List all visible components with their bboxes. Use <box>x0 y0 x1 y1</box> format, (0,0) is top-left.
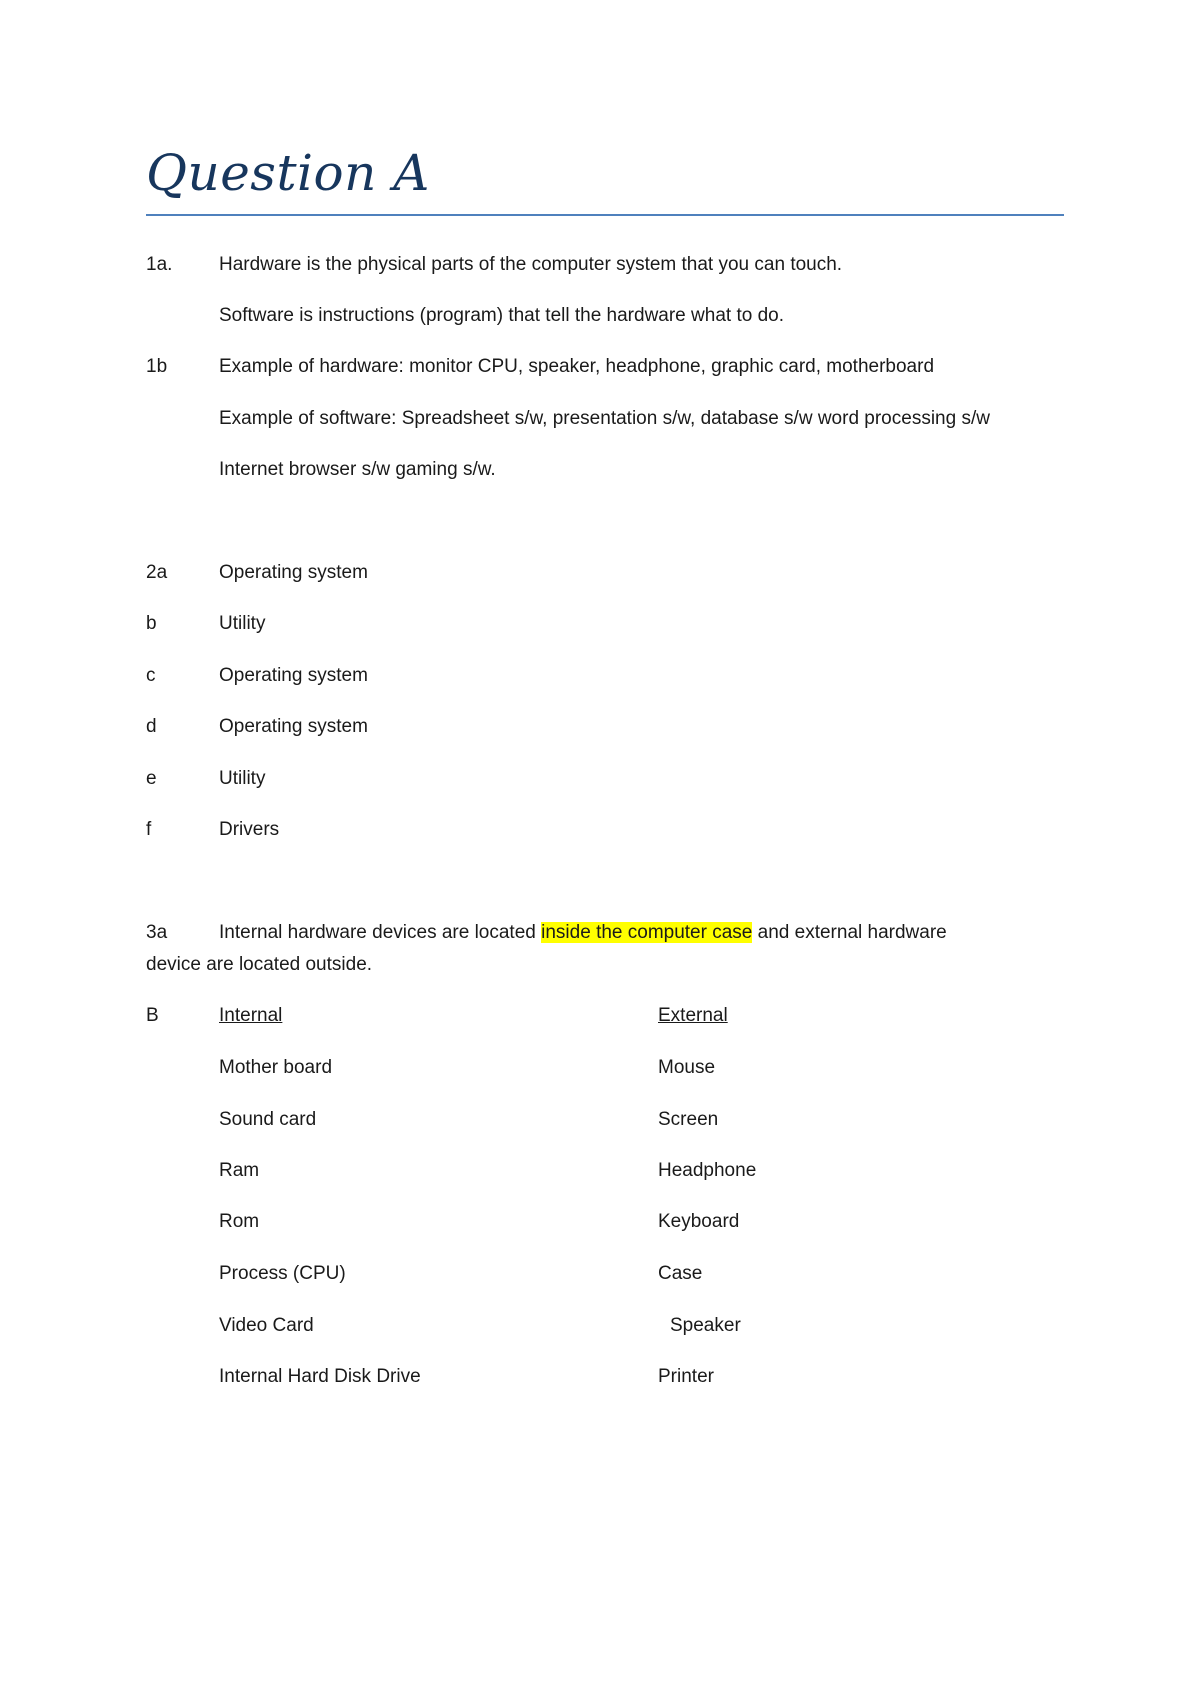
q2-item-label: f <box>146 819 152 840</box>
q3a-text-before: Internal hardware devices are located <box>219 922 542 943</box>
external-item: Printer <box>658 1366 714 1387</box>
internal-item: Ram <box>219 1160 260 1181</box>
q2-item-label: c <box>146 665 156 686</box>
internal-column-header: Internal <box>219 1005 283 1026</box>
q2-item-answer: Utility <box>219 613 266 634</box>
q2-item-label: d <box>146 716 157 737</box>
q1a-label: 1a. <box>146 254 173 275</box>
internal-item: Mother board <box>219 1057 333 1078</box>
external-item: Mouse <box>658 1057 716 1078</box>
q3a-answer-continuation: device are located outside. <box>146 954 373 975</box>
q3a-text-after: and external hardware <box>752 922 947 943</box>
q1b-software-examples-cont: Internet browser s/w gaming s/w. <box>219 459 496 480</box>
external-item: Keyboard <box>658 1211 740 1232</box>
external-column-header: External <box>658 1005 728 1026</box>
q2-item-answer: Utility <box>219 768 266 789</box>
internal-item: Rom <box>219 1211 260 1232</box>
external-item: Speaker <box>670 1315 741 1336</box>
q1b-software-examples: Example of software: Spreadsheet s/w, presentation s/w, database s/w word processing s/w <box>219 408 990 429</box>
q2-item-answer: Operating system <box>219 562 368 583</box>
internal-item: Internal Hard Disk Drive <box>219 1366 421 1387</box>
q2-item-answer: Drivers <box>219 819 280 840</box>
q2-item-label: 2a <box>146 562 168 583</box>
q1a-software-definition: Software is instructions (program) that tell the hardware what to do. <box>219 305 784 326</box>
page-title: Question A <box>146 144 430 202</box>
q2-item-label: e <box>146 768 157 789</box>
external-item: Screen <box>658 1109 719 1130</box>
q1b-hardware-examples: Example of hardware: monitor CPU, speaker, headphone, graphic card, motherboard <box>219 356 935 377</box>
internal-item: Sound card <box>219 1109 317 1130</box>
internal-item: Video Card <box>219 1315 314 1336</box>
q3a-label: 3a <box>146 922 168 943</box>
q1b-label: 1b <box>146 356 168 377</box>
internal-item: Process (CPU) <box>219 1263 346 1284</box>
q2-item-answer: Operating system <box>219 716 368 737</box>
q3a-answer-line <box>219 923 947 942</box>
q2-item-label: b <box>146 613 157 634</box>
external-item: Case <box>658 1263 703 1284</box>
external-item: Headphone <box>658 1160 757 1181</box>
q2-item-answer: Operating system <box>219 665 368 686</box>
q3a-highlighted-text: inside the computer case <box>541 922 753 943</box>
q1a-hardware-definition: Hardware is the physical parts of the computer system that you can touch. <box>219 254 843 275</box>
q3b-label: B <box>146 1005 159 1026</box>
title-underline-rule <box>146 214 1064 216</box>
